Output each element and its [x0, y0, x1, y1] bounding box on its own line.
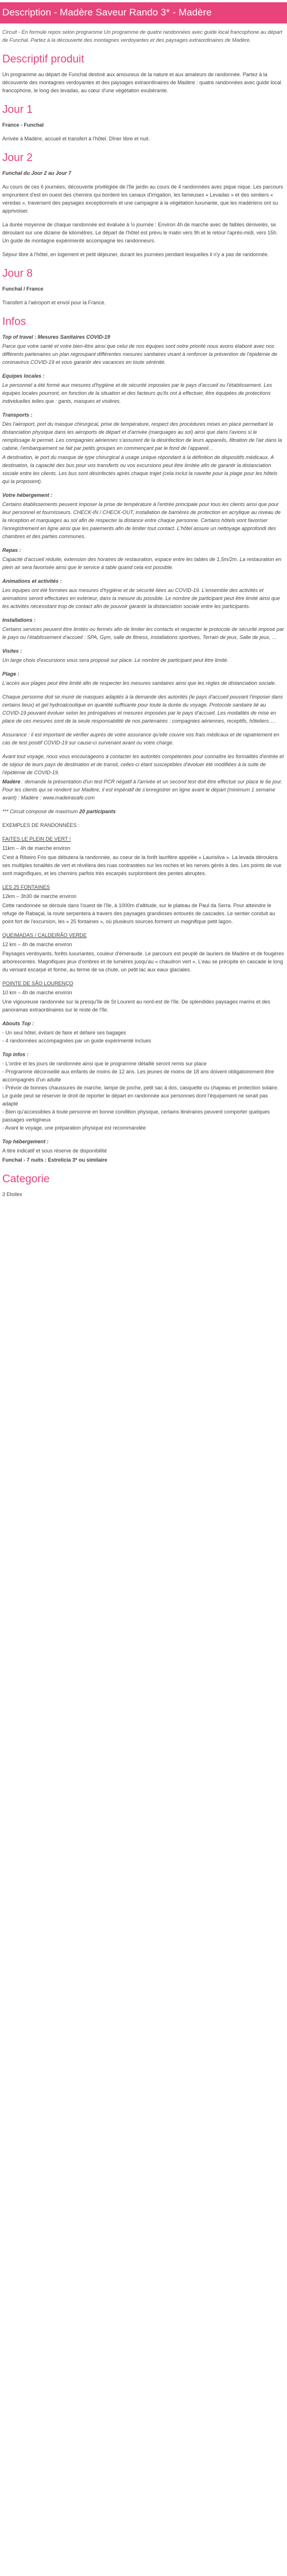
jour8-heading: Jour 8	[2, 268, 33, 280]
top-infos-item: - Prévoir de bonnes chaussures de marche, lampe de poche, petit sac à dos, casquette ou chapeau et protection solaire. Le guide peut se réserver le droit de reporter le départ en randonnée aux personnes dont l'équipement ne serait pas adapté	[2, 1085, 279, 1107]
jour1-text: Arrivée à Madère, accueil et transfert à l'hôtel. Dîner libre et nuit.	[2, 136, 150, 142]
circuit-note-text: *** Circuit composé de maximum	[2, 809, 78, 814]
madere-text	[0, 778, 287, 802]
circuit-note	[0, 807, 287, 815]
categorie-heading: Categorie	[2, 1173, 50, 1185]
descriptif-text: Un programme au départ de Funchal destiné aux amoureux de la nature et aux amateurs de randonnée. Partez à la découverte des montagnes verdoyantes et des paysages extraordinaires de Madère : quatre randonnées avec guide local francophone, le long des levadas, au cœur d'une végétation exubérante.	[2, 72, 281, 93]
top-infos-item: - L'ordre et les jours de randonnée ainsi que le programme détaillé seront remis sur place	[2, 1061, 207, 1067]
about-item: - Un seul hôtel, évitant de faire et défaire ses bagages	[2, 1030, 126, 1036]
top-hebergement-hotel: Funchal - 7 nuits : Estrelicia 3* ou similaire	[2, 1157, 108, 1163]
hebergement-text: Certains établissements peuvent imposer la prise de température à l'entrée principale pour tous les clients ainsi que pour leur personnel et fournisseurs. CHECK-IN / CHECK-OUT, installation de barrières de protection en acrylique au niveau de la réception et marquages au sol afin de respecter la distance entre chaque personne. Certains hôtels vont favoriser l'enregistrement en ligne ainsi que les paiements afin de limiter tout contact. L'hôtel assure un nettoyage approfondi des chambres et des parties communes.	[2, 501, 281, 539]
visites-title: Visites :	[2, 648, 22, 654]
top-hebergement-text: A titre indicatif et sous réserve de disponibilité	[2, 1148, 107, 1154]
top-infos-item: - Avant le voyage, une préparation physique est recommandée	[2, 1125, 146, 1131]
transports-text: Dès l'aéroport, port du masque chirurgical, prise de température, respect des procédures mises en place permettant la distanciation physique dans les aéroports de départ et d'arrivée (marquages au sol) ainsi que dans l'avions si le remplissage le permet. Les compagnies aériennes s'assurent de la désinfection de leurs appareils, filtration de l'air dans la cabine, l'embarquement se fait par petits groupes en commençant par le fond de l'appareil…	[2, 421, 282, 451]
rando3-text: Paysages verdoyants, forêts luxuriantes, couleur d'émeraude. Le parcours est peuplé de lauriers de Madère et de fougères arborescentes. Magnifiques jeux d'ombres et de lumières jusqu'au « chaudron vert ». L'eau se précipite en cascade le long du versant escarpé et forme, au terme de sa chute, un petit lac aux eaux glaciales.	[2, 951, 284, 973]
jour2-subtitle: Funchal du Jour 2 au Jour 7	[2, 170, 72, 176]
plage-title: Plage :	[2, 671, 20, 677]
rando1-stats: 11km – 4h de marche environ	[2, 845, 71, 851]
about-list	[0, 1029, 287, 1045]
jour2-heading: Jour 2	[2, 152, 33, 164]
top-infos-item: - Programme déconseillé aux enfants de moins de 12 ans. Les jeunes de moins de 18 ans doivent obligatoirement être accompagnés d'un adulte	[2, 1069, 274, 1083]
transports-title: Transports :	[2, 412, 33, 418]
top-infos-title: Top infos :	[2, 1052, 29, 1057]
hebergement-title: Votre hébergement :	[2, 492, 53, 498]
visites-text: Un large choix d'excursions vous sera proposé sur place. Le nombre de participant peut être limité.	[2, 657, 228, 663]
jour1-heading: Jour 1	[2, 104, 33, 116]
equipes-title: Equipes locales :	[2, 373, 45, 379]
jour2-text2: La durée moyenne de chaque randonnée est évaluée à ½ journée : Environ 4h de marche avec de faibles dénivelés, se déroulant sur une dizaine de kilomètres. Le départ de l'hôtel est prévu le matin vers 9h et le retour l'après-midi, vers 15h. Un guide de montagne expérimenté accompagne les randonneurs.	[2, 222, 278, 244]
rando1-text: C'est à Ribeiro Frio que débutera la randonnée, au coeur de la forêt laurifère appelée « Laurisilva ». La levada déroulera ses multiples tonalités de vert et révélera des ruas contrastées sur les roches et les nerves gérés à des. Les points de vue sont magnifiques, et les chemins parfois très escarpés surplombent des pentes abruptes.	[2, 854, 282, 876]
rando4-title: POINTE DE SÃO LOURENÇO	[2, 981, 73, 986]
plage-text: L'accès aux plages peut être limité afin de respecter les mesures sanitaires ainsi que les règles de distanciation sociale.	[2, 680, 276, 686]
plage-text2: Chaque personne doit se munir de masques adaptés à la demande des autorités (le pays d'accueil pouvant l'imposer dans certains lieux) et gel hydroalcoolique en quantité suffisante pour toute la durée du voyage. Protocole sanitaire lié au COVID-19 pouvant évoluer selon les prérogatives et mesures imposées par le pays d'accueil. Les modalités de mise en place de ces mesures sont de la seule responsabilité de nos partenaires : compagnies aériennes, receptifs, hôteliers….	[2, 694, 283, 724]
transports-text2: A destination, le port du masque de type chirurgical à usage unique répondant à la définition de dispositifs médicaux. A destination, la capacité des bus pour vos transferts ou vos excursions peut être limitée afin de garantir la distanciation sociale entre les clients. Les bus sont désinfectés après chaque trajet (cela inclut la navette pour la plage pour les hôtels qui la proposent).	[2, 454, 278, 484]
circuit-note-bold: 20 participants	[79, 809, 116, 814]
jour8-text: Transfert à l'aéroport et envol pour la France.	[2, 300, 106, 305]
equipes-text: Le personnel a été formé aux mesures d'hygiène et de sécurité imposées par le pays d'accueil ou l'établissement. Les équipes locales pourront, en fonction de la situation et des facteurs qu'ils ont à effectuer, être équipées de protections individuelles telles que : gants, masques et visières.	[2, 382, 272, 404]
rando3-stats: 12 km – 4h de marche environ	[2, 942, 72, 947]
rando4-stats: 10 km – 4h de marche environ	[2, 990, 72, 995]
repas-text: Capacité d'accueil réduite, extension des horaires de restauration, espace entre les tables de 1,5m/2m. La restauration en plein air sera favorisée ainsi que le service à table quand cela est possible.	[2, 556, 282, 570]
rando1-title: FAITES LE PLEIN DE VERT !	[2, 836, 71, 842]
animations-text: Les équipes ont été formées aux mesures d'hygiène et de sécurité liées au COVID-19. L'ensemble des activités et animations seront effectuées en extérieur, dans la mesure du possible. Le nombre de participant peut être limité ainsi que les activités nécessitant trop de contact afin de pouvoir garantir la distanciation sociale entre les participants.	[2, 587, 280, 609]
page-title: Description - Madère Saveur Rando 3* - Madère	[0, 2, 287, 23]
covid-text: Parce que votre santé et votre bien-être ainsi que celui de nos équipes sont notre priorité nous avons élaboré avec nos différents partenaires un plan regroupant différentes mesures sanitaires visant à renforcer la prévention de l'épidémie de coronavirus COVID-19 et vous garantir des vacances en toute sérénité.	[2, 343, 277, 365]
assurance-text: Assurance : il est important de vérifier auprès de votre assurance qu'elle couvre vos frais médicaux et de rapatriement en cas de test positif COVID-19 sur cause-ci survenant avant ou votre charge.	[2, 732, 280, 746]
madere-label: Madère	[2, 779, 21, 785]
infos-heading: Infos	[2, 316, 26, 328]
passeport-text: Avant tout voyage, nous vous encourageons à contacter les autorités compétentes pour connaître les formalités d'entrée et de séjour de leurs pays de destination et de transit, celles-ci étant susceptibles d'évoluer été modifiées à la suite de l'épidémie de COVID-19.	[2, 754, 284, 775]
madere-detail: : demande la présentation d'un test PCR négatif à l'arrivée et un second test doit être effectué sur place le 6e jour. Pour les clients qui se rendent sur Madère, il est impératif de s'enregistrer en ligne avant le départ (minimum 1 semaine avant) : Madère : www.madeirasafe.com	[2, 779, 282, 801]
about-title: Abouts Top :	[2, 1021, 34, 1026]
page	[0, 0, 287, 1210]
jour2-text1: Au cours de ces 6 journées, découverte privilégiée de l'île jardin au cours de 4 randonnées avec pique nique. Les parcours empruntent d'est en ouest des chemins qui bordent les canaux d'irrigation, les fameuses « Levadas » et des sentiers « veredas », traversent des paysages exceptionnels et une campagne à la végétation luxuriante, que les madériens ont su apprivoiser.	[2, 184, 284, 214]
rando4-text: Une vigoureuse randonnée sur la presqu'île de St Lourent au nord-est de l'île. De splendides paysages marins et des panoramas extraordinaires sur le reste de l'île.	[2, 999, 270, 1013]
descriptif-heading: Descriptif produit	[2, 53, 84, 65]
top-hebergement-title: Top hébergement :	[2, 1139, 49, 1144]
top-infos-item: - Bien qu'accessibles à toute personne en bonne condition physique, certains itinéraires peuvent comporter quelques passages vertigineux	[2, 1109, 270, 1123]
rando2-title: LES 25 FONTAINES	[2, 884, 50, 890]
jour2-text3: Séjour libre à l'hôtel, en logement et petit déjeuner, durant les journées pendant lesquelles il n'y a pas de randonnée.	[2, 252, 269, 257]
rando2-stats: 12km – 3h30 de marche environ	[2, 893, 77, 899]
animations-title: Animations et activités :	[2, 578, 62, 584]
exemples-heading: EXEMPLES DE RANDONNÉES :	[2, 822, 80, 828]
rando3-title: QUEIMADAS / CALDEIRÃO VERDE	[2, 932, 87, 938]
categorie-value: 3 Etoiles	[2, 1191, 22, 1197]
installations-text: Certains services peuvent être limités ou fermés afin de limiter les contacts et respecter le protocole de sécurité imposé par le pays ou l'établissement d'accueil : SPA, Gym, salle de fitness, installations sportives, Terrain de jeux, Salle de jeux, …	[2, 626, 284, 640]
top-infos-list	[0, 1060, 287, 1132]
jour8-subtitle: Funchal / France	[2, 286, 44, 292]
installations-title: Installations :	[2, 617, 36, 623]
repas-title: Repas :	[2, 547, 21, 553]
intro-text: Circuit - En formule repos selon programme Un programme de quatre randonnées avec guide local francophone au départ de Funchal. Partez à la découverte des montagnes verdoyantes et des paysages extraordinaires de Madère.	[2, 29, 282, 43]
covid-title: Top of travel : Mesures Sanitaires COVID-19	[2, 334, 110, 340]
rando2-text: Cette randonnée se déroule dans l'ouest de l'île, à 1000m d'altitude, sur le plateau de Paul da Serra. Pour atteindre le refuge de Rabaçal, la route serpentera à travers des paysages grandioses entourés de cascades. Le sentier conduit au point fort de l'excursion, les « 25 fontaines », où plusieurs sources forment un magnifique petit lagon.	[2, 903, 276, 924]
about-item: - 4 randonnées accompagnées par un guide expérimenté inclues	[2, 1038, 152, 1044]
jour1-subtitle: France - Funchal	[2, 122, 44, 128]
